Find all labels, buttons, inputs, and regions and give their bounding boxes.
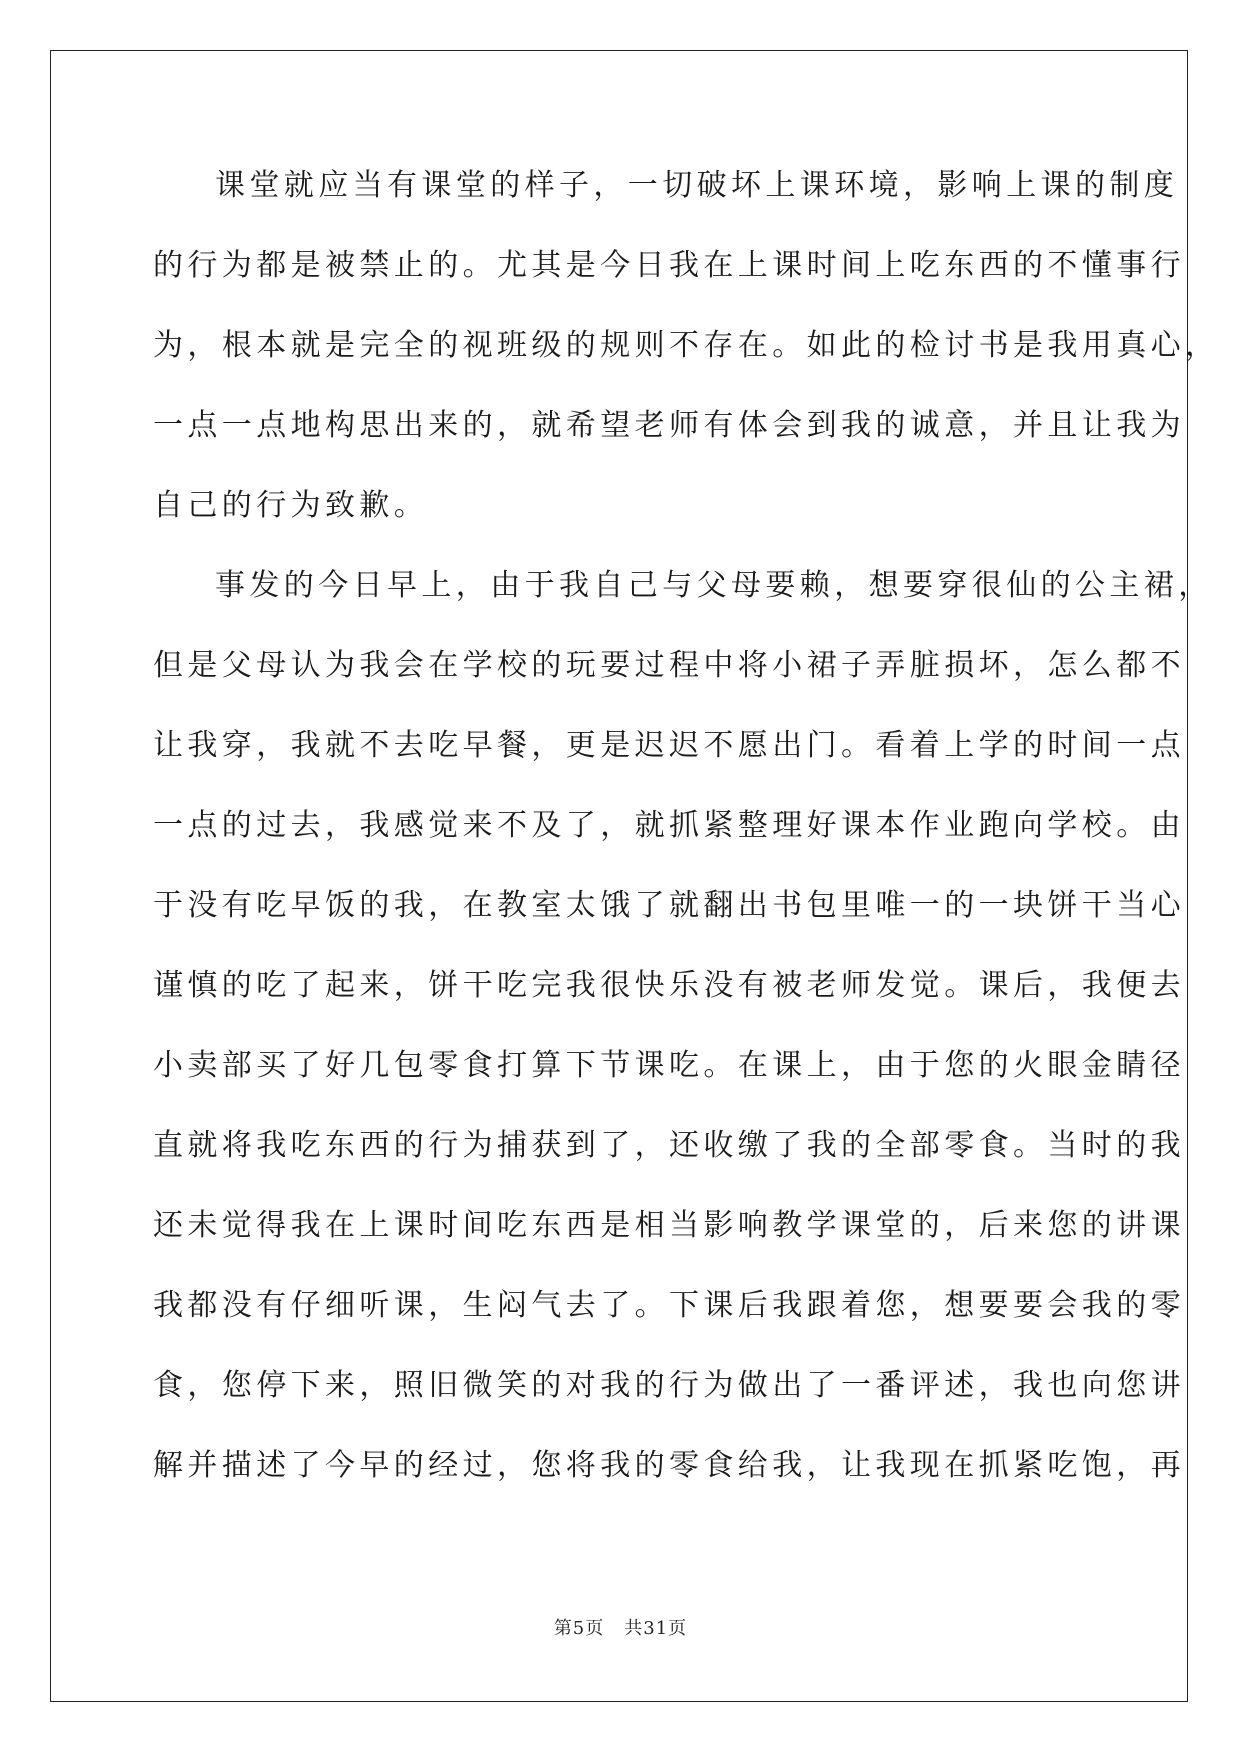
document-body [153, 166, 1220, 1526]
paragraph-2-line-1: 事发的今日早上，由于我自己与父母要赖，想要穿很仙的公主裙， [215, 568, 1213, 603]
page-footer [0, 1614, 1241, 1640]
paragraph-1-line-3: 为，根本就是完全的视班级的规则不存在。如此的检讨书是我用真心， [153, 328, 1220, 363]
paragraph-1-line-4: 一点一点地构思出来的，就希望老师有体会到我的诚意，并且让我为 [153, 408, 1185, 443]
paragraph-2-line-12: 解并描述了今早的经过，您将我的零食给我，让我现在抓紧吃饱，再 [153, 1448, 1185, 1483]
paragraph-2-line-10: 我都没有仔细听课，生闷气去了。下课后我跟着您，想要要会我的零 [153, 1288, 1185, 1323]
paragraph-2-line-3: 让我穿，我就不去吃早餐，更是迟迟不愿出门。看着上学的时间一点 [153, 728, 1185, 763]
paragraph-2-line-6: 谨慎的吃了起来，饼干吃完我很快乐没有被老师发觉。课后，我便去 [153, 968, 1185, 1003]
paragraph-2-line-5: 于没有吃早饭的我，在教室太饿了就翻出书包里唯一的一块饼干当心 [153, 888, 1185, 923]
paragraph-2-line-9: 还未觉得我在上课时间吃东西是相当影响教学课堂的，后来您的讲课 [153, 1208, 1185, 1243]
paragraph-2-line-8: 直就将我吃东西的行为捕获到了，还收缴了我的全部零食。当时的我 [153, 1128, 1185, 1163]
paragraph-2-line-2: 但是父母认为我会在学校的玩要过程中将小裙子弄脏损坏，怎么都不 [153, 648, 1185, 683]
paragraph-1-line-2: 的行为都是被禁止的。尤其是今日我在上课时间上吃东西的不懂事行 [153, 248, 1185, 283]
paragraph-1-line-5: 自己的行为致歉。 [153, 488, 429, 523]
page-number: 第5页 [553, 1618, 605, 1639]
paragraph-1-line-1: 课堂就应当有课堂的样子，一切破坏上课环境，影响上课的制度 [215, 168, 1179, 203]
total-pages: 共31页 [624, 1618, 688, 1639]
paragraph-2-line-7: 小卖部买了好几包零食打算下节课吃。在课上，由于您的火眼金睛径 [153, 1048, 1185, 1083]
paragraph-2-line-11: 食，您停下来，照旧微笑的对我的行为做出了一番评述，我也向您讲 [153, 1368, 1185, 1403]
paragraph-2-line-4: 一点的过去，我感觉来不及了，就抓紧整理好课本作业跑向学校。由 [153, 808, 1185, 843]
